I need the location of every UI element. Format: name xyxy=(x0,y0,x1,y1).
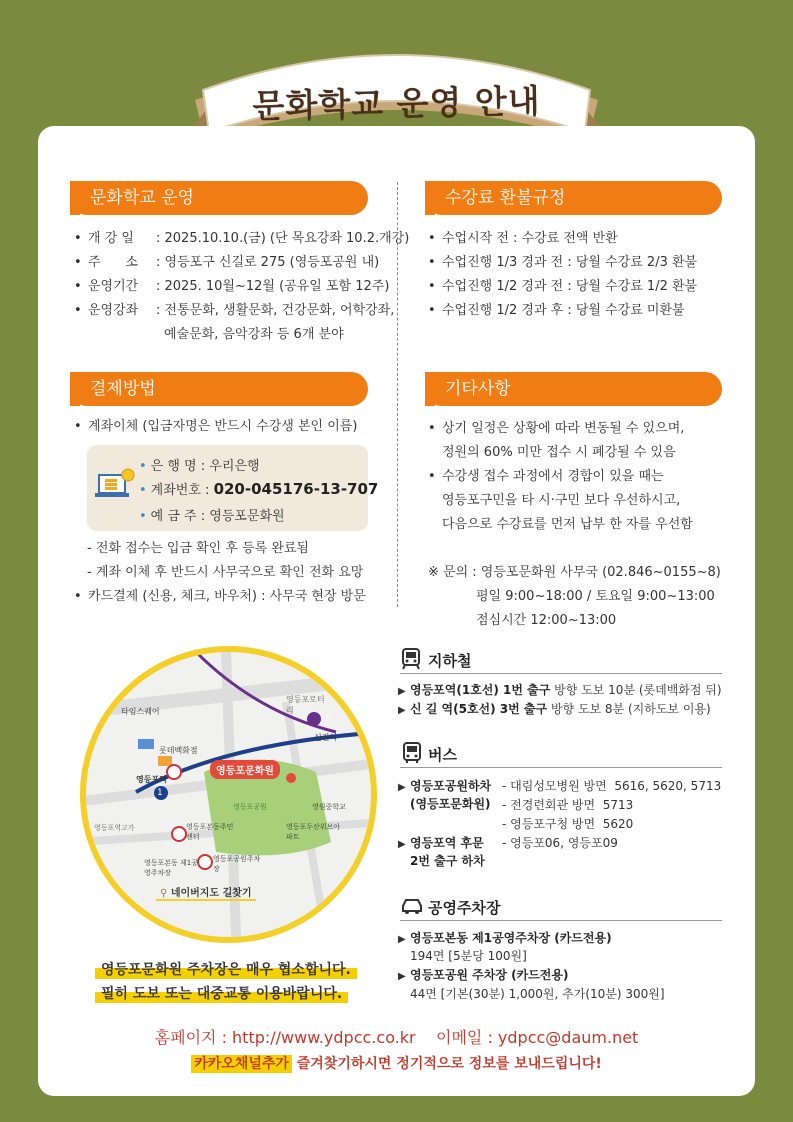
list-item: • 수업진행 1/2 경과 전 : 당월 수강료 1/2 환불 xyxy=(428,279,698,294)
building-icon xyxy=(158,756,172,766)
email-link[interactable]: 이메일 : ydpcc@daum.net xyxy=(435,1028,639,1047)
subway-line: ▶ 신 길 역(5호선) 3번 출구 방향 도보 8분 (지하도보 이용) xyxy=(398,702,711,716)
list-item: • 수업진행 1/3 경과 전 : 당월 수강료 2/3 환불 xyxy=(428,255,698,270)
kakao-footer: 카카오채널추가 즐겨찾기하시면 정기적으로 정보를 보내드립니다! xyxy=(0,1053,793,1073)
bus-route: - 영등포06, 영등포09 xyxy=(502,836,618,850)
parking-notice-1: 영등포문화원 주차장은 매우 협소합니다. xyxy=(95,958,357,980)
map-label: 영원중학교 xyxy=(312,803,346,811)
kakao-channel-badge[interactable]: 카카오채널추가 xyxy=(191,1055,292,1073)
bus-route: - 대림성모병원 방면 5616, 5620, 5713 xyxy=(502,779,722,793)
map-label: 영등포로터리 xyxy=(286,695,325,715)
parking-notice-2: 필히 도보 또는 대중교통 이용바랍니다. xyxy=(95,982,348,1004)
map-label: 영등포본동 제1공영주차장 xyxy=(144,859,199,877)
bus-stop-sub: (영등포문화원) xyxy=(410,797,491,811)
section-heading-refund: 수강료 환불규정 xyxy=(425,181,722,215)
list-item: • 카드결제 (신용, 체크, 바우처) : 사무국 현장 방문 xyxy=(74,589,366,604)
list-item-continued: 정원의 60% 미만 접수 시 폐강될 수 있음 xyxy=(442,445,676,460)
laptop-coin-icon xyxy=(95,467,135,507)
building-icon xyxy=(138,739,154,749)
homepage-link[interactable]: 홈페이지 : http://www.ydpcc.co.kr xyxy=(154,1028,416,1047)
parking-icon xyxy=(172,827,186,841)
map-pin-icon: ⚲ xyxy=(160,888,171,899)
parking-icon xyxy=(167,765,181,779)
note-line: - 전화 접수는 입금 확인 후 등록 완료됨 xyxy=(87,541,309,556)
bank-info-box xyxy=(87,445,379,531)
bus-route: - 영등포구청 방면 5620 xyxy=(502,817,634,831)
contact-line: ※ 문의 : 영등포문화원 사무국 (02.846~0155~8) xyxy=(428,565,721,580)
subway-line: ▶ 영등포역(1호선) 1번 출구 방향 도보 10분 (롯데백화점 뒤) xyxy=(398,683,722,697)
bus-stop: ▶ 영등포역 후문 xyxy=(398,836,484,850)
holder-row: • 예 금 주 : 영등포문화원 xyxy=(139,509,285,524)
account-row: • 계좌번호 : 020-045176-13-707 xyxy=(139,480,379,498)
list-item: • 운영강좌 : 전통문화, 생활문화, 건강문화, 어학강좌, xyxy=(74,303,395,318)
location-map[interactable] xyxy=(80,646,377,943)
bus-icon xyxy=(402,742,422,764)
account-number: 020-045176-13-707 xyxy=(213,480,379,498)
list-item: • 운영기간 : 2025. 10월~12월 (공유일 포함 12주) xyxy=(74,279,390,294)
map-label: 영등포두산위브아파트 xyxy=(286,823,341,841)
bus-route: - 전경련회관 방면 5713 xyxy=(502,798,634,812)
contact-footer xyxy=(0,1025,793,1048)
subway-heading: 지하철 xyxy=(400,648,722,674)
note-line: - 계좌 이체 후 반드시 사무국으로 확인 전화 요망 xyxy=(87,565,364,580)
list-item-continued: 영등포구민을 타 시·구민 보다 우선하시고, xyxy=(442,493,681,508)
map-label: 1 xyxy=(157,788,163,798)
map-label: 영등포공원주차장 xyxy=(213,855,261,873)
map-label: 롯데백화점 xyxy=(159,746,198,755)
parking-heading: 공영주차장 xyxy=(400,895,722,921)
car-icon xyxy=(400,897,424,915)
list-item: • 수강생 접수 과정에서 경합이 있을 때는 xyxy=(428,469,664,484)
contact-hours: 평일 9:00~18:00 / 토요일 9:00~13:00 xyxy=(476,589,715,604)
column-divider xyxy=(397,182,398,607)
section-heading-payment: 결제방법 xyxy=(70,372,368,406)
map-label: 타임스퀘어 xyxy=(121,707,160,716)
parking-icon xyxy=(198,855,212,869)
subway-icon xyxy=(400,648,422,670)
list-item: • 수업진행 1/2 경과 후 : 당월 수강료 미환불 xyxy=(428,303,685,318)
list-item-continued: 예술문화, 음악강좌 등 6개 분야 xyxy=(164,327,344,342)
list-item: • 상기 일정은 상황에 따라 변동될 수 있으며, xyxy=(428,421,685,436)
map-label: 영등포역고가 xyxy=(94,824,135,832)
bus-stop: ▶ 영등포공원하차 xyxy=(398,779,492,793)
map-label: 영등포공원 xyxy=(233,803,267,811)
parking-detail: 194면 [5분당 100원] xyxy=(410,949,527,963)
parking-lot: ▶ 영등포본동 제1공영주차장 (카드전용) xyxy=(398,931,612,945)
map-label: 신길역 xyxy=(314,733,338,742)
parking-lot: ▶ 영등포공원 주차장 (카드전용) xyxy=(398,968,569,982)
location-pin-icon xyxy=(286,773,296,783)
map-label: 5 xyxy=(326,714,332,724)
list-item: • 개 강 일 : 2025.10.10.(금) (단 목요강좌 10.2.개강) xyxy=(74,231,410,246)
section-heading-operation: 문화학교 운영 xyxy=(70,181,368,215)
list-item-continued: 다음으로 수강료를 먼저 납부 한 자를 우선함 xyxy=(442,517,693,532)
naver-map-link[interactable]: ⚲ 네이버지도 길찾기 xyxy=(156,884,256,901)
page-title: 문화학교 운영 안내 xyxy=(252,81,541,126)
section-heading-etc: 기타사항 xyxy=(425,372,722,406)
bus-stop-sub: 2번 출구 하차 xyxy=(410,854,485,868)
list-item: • 계좌이체 (입금자명은 반드시 수강생 본인 이름) xyxy=(74,419,358,434)
parking-detail: 44면 [기본(30분) 1,000원, 추가(10분) 300원] xyxy=(410,987,665,1001)
bank-name-row: • 은 행 명 : 우리은행 xyxy=(139,459,260,474)
list-item: • 주 소 : 영등포구 신길로 275 (영등포공원 내) xyxy=(74,255,380,270)
list-item: • 수업시작 전 : 수강료 전액 반환 xyxy=(428,231,618,246)
contact-lunch: 점심시간 12:00~13:00 xyxy=(476,613,617,628)
map-label-center: 영등포문화원 xyxy=(210,760,280,779)
map-label: 영등포본동주민센터 xyxy=(186,823,234,841)
map-label: 영등포역 xyxy=(136,775,167,784)
bus-heading: 버스 xyxy=(400,742,722,768)
